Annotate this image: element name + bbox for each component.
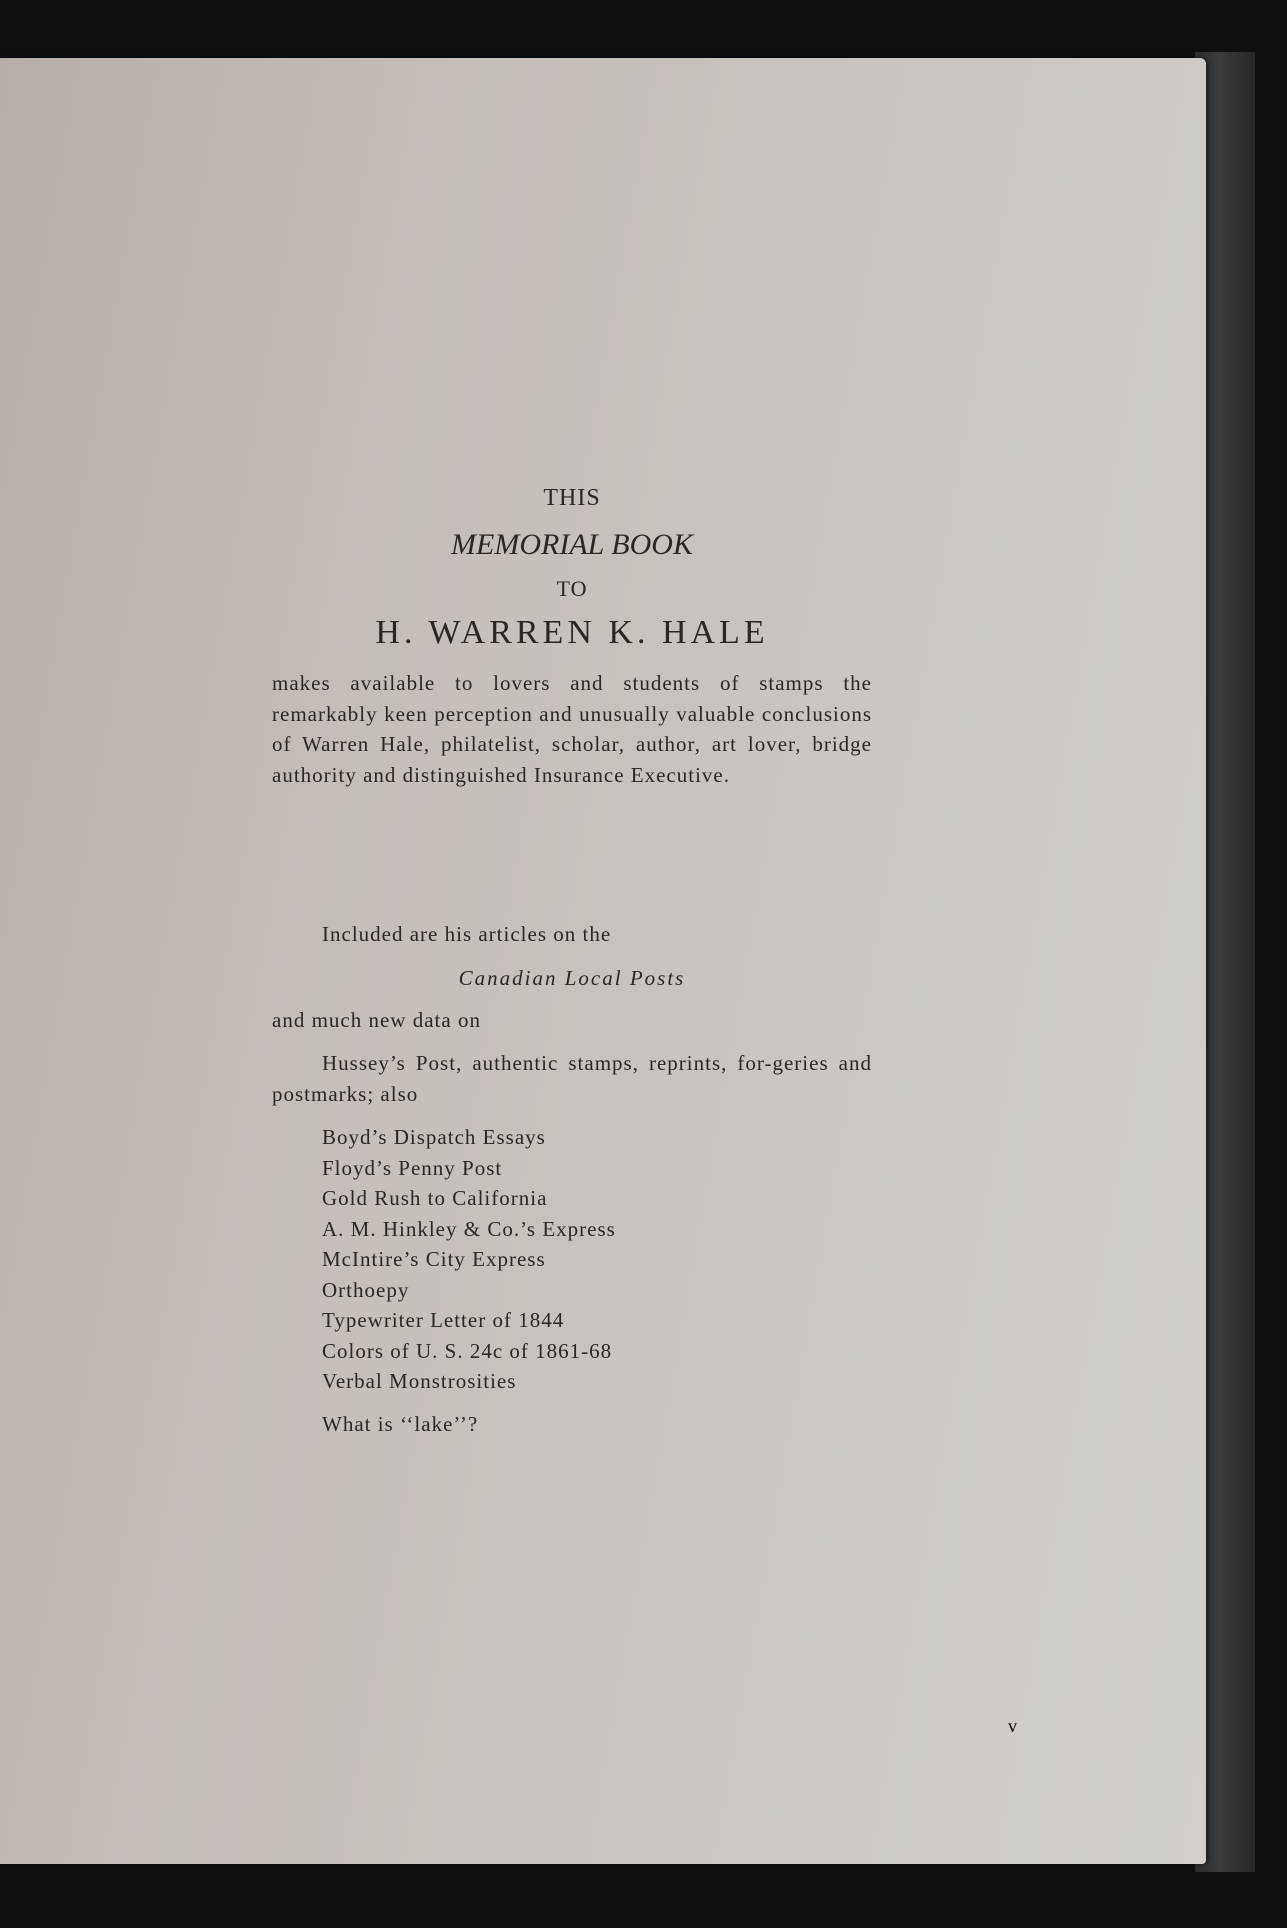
- new-data-line: and much new data on: [272, 1008, 481, 1032]
- article-list: [322, 1122, 616, 1397]
- book-page: [0, 58, 1206, 1864]
- list-item: Boyd’s Dispatch Essays: [322, 1125, 546, 1149]
- honoree-name: H. WARREN K. HALE: [375, 614, 769, 651]
- heading-this: THIS: [543, 485, 601, 511]
- list-item: Typewriter Letter of 1844: [322, 1308, 565, 1332]
- page-number: v: [1008, 1716, 1017, 1736]
- heading-to: TO: [556, 576, 588, 601]
- list-item: Gold Rush to California: [322, 1186, 548, 1210]
- canadian-local-posts-title: Canadian Local Posts: [458, 966, 686, 990]
- hussey-paragraph: Hussey’s Post, authentic stamps, reprints, for-geries and postmarks; also: [272, 1051, 872, 1106]
- list-item: Orthoepy: [322, 1277, 410, 1302]
- closing-line: What is ‘‘lake’’?: [322, 1412, 479, 1436]
- list-item: Verbal Monstrosities: [322, 1369, 517, 1393]
- list-item: Floyd’s Penny Post: [322, 1155, 503, 1180]
- list-item: A. M. Hinkley & Co.’s Express: [322, 1216, 616, 1241]
- heading-memorial-book: MEMORIAL BOOK: [451, 528, 693, 561]
- included-line: Included are his articles on the: [322, 922, 612, 946]
- list-item: McIntire’s City Express: [322, 1247, 546, 1271]
- intro-paragraph: makes available to lovers and students of stamps the remarkably keen perception and unusually valuable conclusions of Warren Hale, philatelist, scholar, author, art lover, bridge authority and distinguished Insurance Executive.: [272, 671, 872, 787]
- list-item: Colors of U. S. 24c of 1861-68: [322, 1338, 613, 1363]
